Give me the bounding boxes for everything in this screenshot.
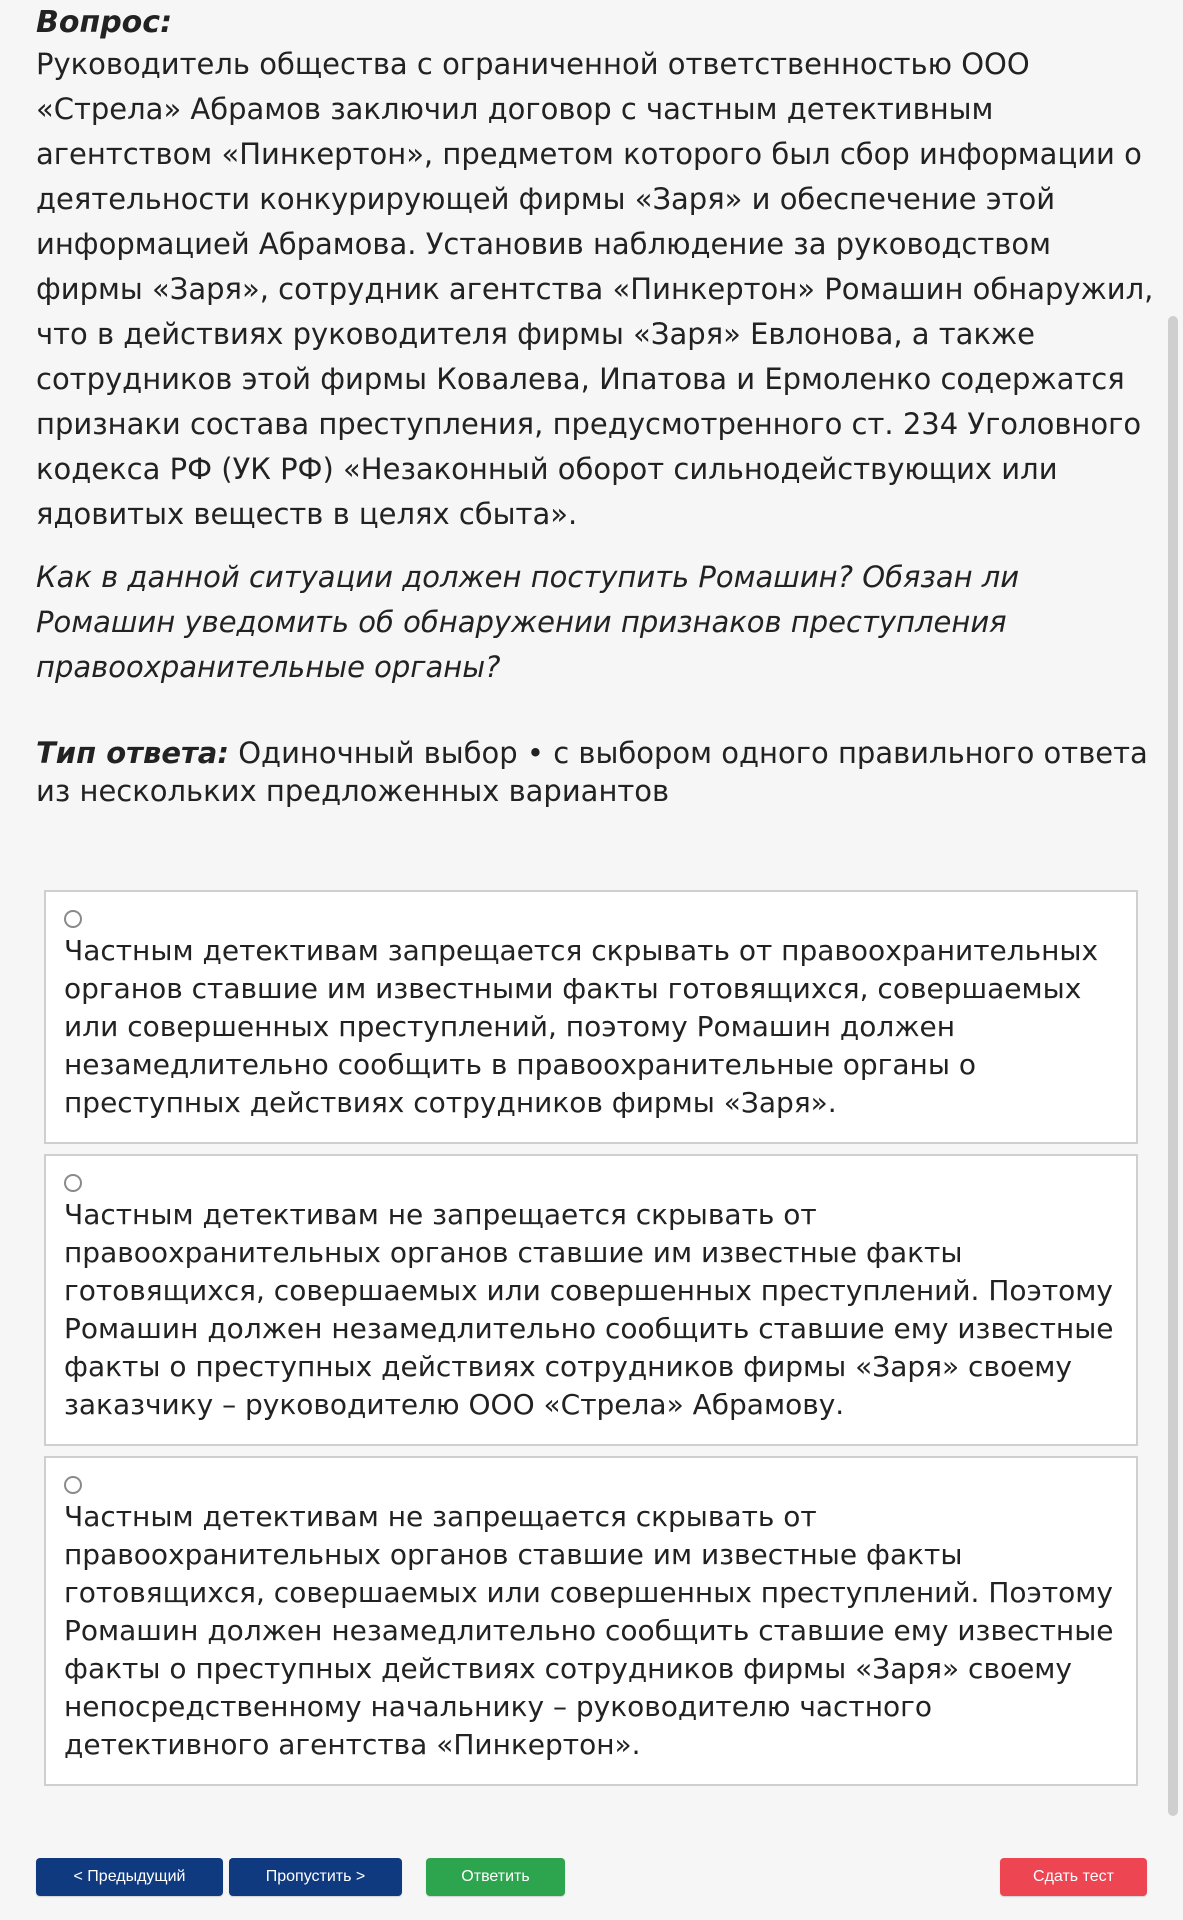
question-block bbox=[36, 4, 1156, 810]
radio-button-2[interactable] bbox=[64, 1174, 82, 1192]
answer-option-2[interactable] bbox=[44, 1154, 1138, 1446]
answer-type bbox=[36, 734, 1156, 810]
submit-test-button[interactable]: Сдать тест bbox=[1000, 1858, 1147, 1896]
skip-button[interactable]: Пропустить > bbox=[229, 1858, 402, 1896]
question-prompt: Как в данной ситуации должен поступить Ромашин? Обязан ли Ромашин уведомить об обнаружении признаков преступления правоохранительные органы? bbox=[36, 560, 1020, 684]
answer-option-text: Частным детективам не запрещается скрывать от правоохранительных органов ставшие им известные факты готовящихся, совершаемых или совершенных преступлений. Поэтому Ромашин должен незамедлительно сообщить ставшие ему известные факты о преступных действиях сотрудников фирмы «Заря» своему заказчику – руководителю ООО «Стрела» Абрамову. bbox=[64, 1198, 1114, 1421]
scrollbar-thumb[interactable] bbox=[1168, 316, 1178, 1816]
answer-options bbox=[44, 890, 1138, 1796]
answer-type-value: Одиночный выбор • с выбором одного правильного ответа из нескольких предложенных вариантов bbox=[36, 736, 1148, 808]
previous-button[interactable]: < Предыдущий bbox=[36, 1858, 223, 1896]
answer-option-text: Частным детективам запрещается скрывать от правоохранительных органов ставшие им известными факты готовящихся, совершаемых или совершенных преступлений, поэтому Ромашин должен незамедлительно сообщить в правоохранительные органы о преступных действиях сотрудников фирмы «Заря». bbox=[64, 934, 1099, 1119]
answer-option-text: Частным детективам не запрещается скрывать от правоохранительных органов ставшие им известные факты готовящихся, совершаемых или совершенных преступлений. Поэтому Ромашин должен незамедлительно сообщить ставшие ему известные факты о преступных действиях сотрудников фирмы «Заря» своему непосредственному начальнику – руководителю частного детективного агентства «Пинкертон». bbox=[64, 1500, 1114, 1761]
answer-type-label: Тип ответа: bbox=[36, 736, 229, 770]
answer-option-3[interactable] bbox=[44, 1456, 1138, 1786]
answer-button[interactable]: Ответить bbox=[426, 1858, 565, 1896]
question-heading: Вопрос: bbox=[36, 5, 173, 40]
answer-option-1[interactable] bbox=[44, 890, 1138, 1144]
radio-button-1[interactable] bbox=[64, 910, 82, 928]
navigation-toolbar bbox=[0, 1858, 1183, 1898]
question-text: Руководитель общества с ограниченной ответственностью ООО «Стрела» Абрамов заключил договор с частным детективным агентством «Пинкертон», предметом которого был сбор информации о деятельности конкурирующей фирмы «Заря» и обеспечение этой информацией Абрамова. Установив наблюдение за руководством фирмы «Заря», сотрудник агентства «Пинкертон» Ромашин обнаружил, что в действиях руководителя фирмы «Заря» Евлонова, а также сотрудников этой фирмы Ковалева, Ипатова и Ермоленко содержатся признаки состава преступления, предусмотренного ст. 234 Уголовного кодекса РФ (УК РФ) «Незаконный оборот сильнодействующих или ядовитых веществ в целях сбыта». bbox=[36, 47, 1154, 531]
radio-button-3[interactable] bbox=[64, 1476, 82, 1494]
